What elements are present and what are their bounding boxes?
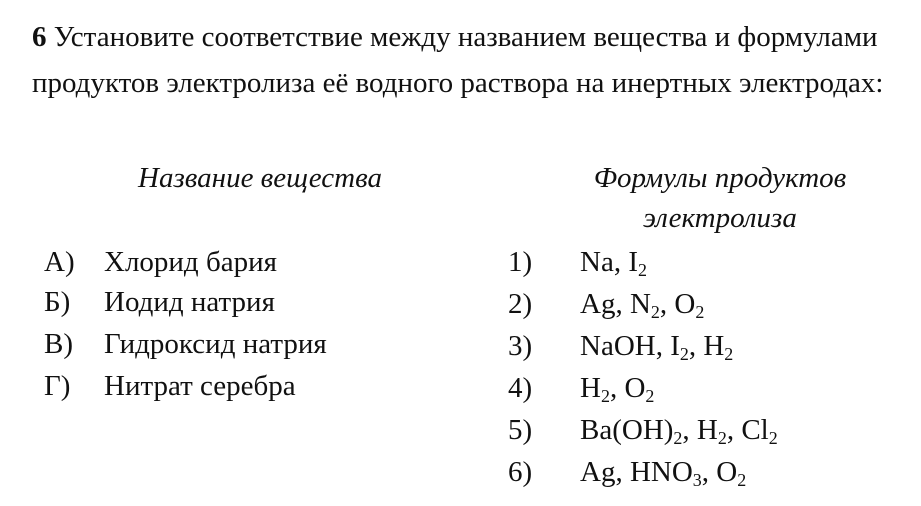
substance-letter: Г) xyxy=(44,370,71,402)
product-number: 5) xyxy=(508,414,533,446)
product-number: 2) xyxy=(508,288,533,320)
product-formula: $Ba(OH)_2$, $H_2$, $Cl_2$ xyxy=(580,414,778,449)
substance-name: Хлорид бария xyxy=(104,246,277,278)
product-formula: $H_2$, $O_2$ xyxy=(580,372,655,407)
substance-name: Гидроксид натрия xyxy=(104,328,327,360)
product-formula: Ag, $N_2$, $O_2$ xyxy=(580,288,705,323)
products-column-header-line2: электролиза xyxy=(643,202,797,234)
product-formula: NaOH, $I_2$, $H_2$ xyxy=(580,330,734,365)
question-prompt: Установите соответствие между названием вещества и формулами продуктов электролиза её водного раствора на инертных электродах: xyxy=(32,21,884,99)
question-number: 6 xyxy=(32,21,47,53)
product-formula: Ag, $HNO_3$, $O_2$ xyxy=(580,456,747,491)
substance-letter: В) xyxy=(44,328,73,360)
products-column-header-line1: Формулы продуктов xyxy=(593,162,847,194)
product-number: 3) xyxy=(508,330,533,362)
substance-letter: А) xyxy=(44,246,75,278)
product-formula: Na, $I_2$ xyxy=(580,246,647,281)
substance-column-header xyxy=(110,158,410,198)
product-number: 6) xyxy=(508,456,533,488)
products-column-header xyxy=(560,158,880,238)
product-number: 4) xyxy=(508,372,533,404)
substance-name: Иодид натрия xyxy=(104,286,275,318)
substance-name: Нитрат серебра xyxy=(104,370,296,402)
substance-letter: Б) xyxy=(44,286,71,318)
product-number: 1) xyxy=(508,246,533,278)
substance-column-header-text: Название вещества xyxy=(138,162,382,194)
question-text-block xyxy=(32,14,892,106)
